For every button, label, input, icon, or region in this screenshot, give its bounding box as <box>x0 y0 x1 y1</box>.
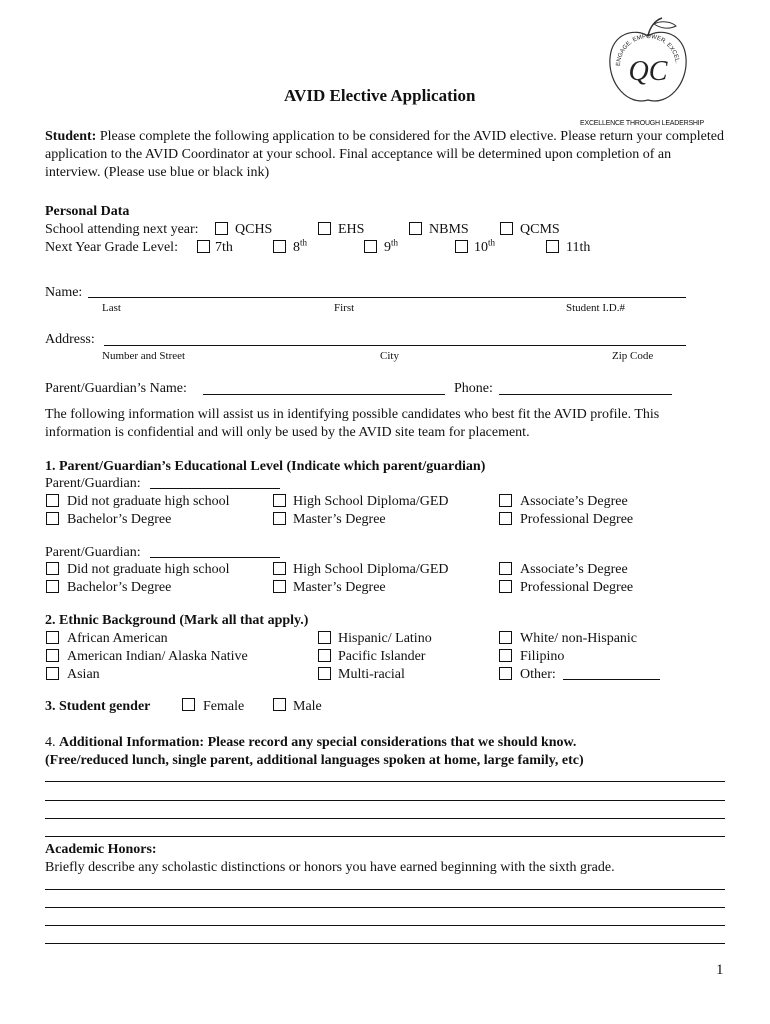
intro-text: Please complete the following application to be considered for the AVID elective. Please return your completed application to the AVID Coordinator at your school. Final acceptance will be determined upon completion of an interview. (Please use blue or black ink) <box>45 129 724 180</box>
address-label: Address: <box>45 332 95 347</box>
q1-option-label: Did not graduate high school <box>67 562 230 577</box>
checkbox-grade-9[interactable] <box>364 240 377 253</box>
q2-option-label: White/ non-Hispanic <box>520 631 638 646</box>
school-option-label: NBMS <box>429 222 469 237</box>
grade-option-label: 11th <box>566 240 591 255</box>
q1-option-label: Did not graduate high school <box>67 494 230 509</box>
honors-text: Briefly describe any scholastic distinctions or honors you have earned beginning with the sixth grade. <box>45 860 615 875</box>
q2-option-label: Filipino <box>520 649 565 664</box>
logo-ring-text: ENGAGE. EMPOWER. EXCEL. <box>615 33 680 67</box>
checkbox-q1a-professional[interactable] <box>499 512 512 525</box>
q2-option-label: Multi-racial <box>338 667 405 682</box>
checkbox-ethnic-pacific-islander[interactable] <box>318 649 331 662</box>
q1-heading: 1. Parent/Guardian’s Educational Level (Indicate which parent/guardian) <box>45 459 486 474</box>
address-sub-street: Number and Street <box>102 350 186 362</box>
checkbox-ethnic-american-indian[interactable] <box>46 649 59 662</box>
checkbox-school-ehs[interactable] <box>318 222 331 235</box>
checkbox-q1b-associates[interactable] <box>499 562 512 575</box>
honors-answer-line[interactable] <box>45 889 725 890</box>
checkbox-q1b-bachelors[interactable] <box>46 580 59 593</box>
ethnic-other-input[interactable] <box>563 679 660 680</box>
q1-guardian-label-2: Parent/Guardian: <box>45 545 141 560</box>
phone-input[interactable] <box>499 394 672 395</box>
grade-option-label: 9th <box>384 237 399 255</box>
honors-answer-line[interactable] <box>45 943 725 944</box>
q1-option-label: Master’s Degree <box>293 512 386 527</box>
q4-answer-line[interactable] <box>45 818 725 819</box>
checkbox-ethnic-hispanic[interactable] <box>318 631 331 644</box>
checkbox-grade-11[interactable] <box>546 240 559 253</box>
checkbox-grade-8[interactable] <box>273 240 286 253</box>
school-label: School attending next year: <box>45 222 199 237</box>
checkbox-gender-male[interactable] <box>273 698 286 711</box>
q2-option-label: Pacific Islander <box>338 649 426 664</box>
guardian-name-input[interactable] <box>203 394 445 395</box>
page-number: 1 <box>716 962 724 978</box>
checkbox-q1a-no-diploma[interactable] <box>46 494 59 507</box>
logo-tagline: EXCELLENCE THROUGH LEADERSHIP <box>580 120 704 127</box>
q3-option-label: Male <box>293 699 322 714</box>
name-label: Name: <box>45 285 83 300</box>
q2-option-label: Other: <box>520 667 556 682</box>
q1-option-label: Bachelor’s Degree <box>67 512 172 527</box>
personal-heading: Personal Data <box>45 204 130 219</box>
q4-heading: 4. Additional Information: Please record any special considerations that we should know. <box>45 735 577 750</box>
honors-answer-line[interactable] <box>45 925 725 926</box>
info-paragraph: The following information will assist us in identifying possible candidates who best fit the AVID profile. This information is confidential and will only be used by the AVID site team for placement. <box>45 407 660 440</box>
q1-guardian-label-1: Parent/Guardian: <box>45 476 141 491</box>
q4-subheading: (Free/reduced lunch, single parent, additional languages spoken at home, large family, etc) <box>45 753 584 768</box>
checkbox-q1b-professional[interactable] <box>499 580 512 593</box>
q1-guardian-input-2[interactable] <box>150 557 280 558</box>
phone-label: Phone: <box>454 381 493 396</box>
checkbox-school-nbms[interactable] <box>409 222 422 235</box>
grade-option-label: 10th <box>474 237 496 255</box>
checkbox-ethnic-other[interactable] <box>499 667 512 680</box>
address-sub-zip: Zip Code <box>612 350 654 362</box>
checkbox-q1a-masters[interactable] <box>273 512 286 525</box>
q1-option-label: High School Diploma/GED <box>293 562 449 577</box>
address-sub-city: City <box>380 350 399 362</box>
checkbox-ethnic-african-american[interactable] <box>46 631 59 644</box>
checkbox-q1a-high-school[interactable] <box>273 494 286 507</box>
checkbox-q1a-bachelors[interactable] <box>46 512 59 525</box>
checkbox-q1b-high-school[interactable] <box>273 562 286 575</box>
checkbox-ethnic-asian[interactable] <box>46 667 59 680</box>
name-input[interactable] <box>88 297 686 298</box>
grade-label: Next Year Grade Level: <box>45 240 178 255</box>
grade-option-label: 7th <box>215 240 233 255</box>
apple-logo-icon <box>598 14 698 114</box>
checkbox-school-qcms[interactable] <box>500 222 513 235</box>
school-option-label: EHS <box>338 222 365 237</box>
q1-option-label: Professional Degree <box>520 512 634 527</box>
name-sub-first: First <box>334 302 355 314</box>
school-option-label: QCMS <box>520 222 560 237</box>
q1-option-label: Bachelor’s Degree <box>67 580 172 595</box>
q1-option-label: Professional Degree <box>520 580 634 595</box>
q4-answer-line[interactable] <box>45 836 725 837</box>
checkbox-q1b-masters[interactable] <box>273 580 286 593</box>
intro-label: Student: <box>45 129 97 144</box>
q1-option-label: High School Diploma/GED <box>293 494 449 509</box>
school-logo <box>598 14 698 114</box>
guardian-name-label: Parent/Guardian’s Name: <box>45 381 187 396</box>
intro-paragraph <box>45 128 725 182</box>
q3-option-label: Female <box>203 699 245 714</box>
logo-monogram: QC <box>628 56 668 87</box>
checkbox-ethnic-multi-racial[interactable] <box>318 667 331 680</box>
q1-guardian-input-1[interactable] <box>150 488 280 489</box>
checkbox-q1b-no-diploma[interactable] <box>46 562 59 575</box>
checkbox-school-qchs[interactable] <box>215 222 228 235</box>
honors-answer-line[interactable] <box>45 907 725 908</box>
q1-option-label: Associate’s Degree <box>520 494 628 509</box>
checkbox-ethnic-white[interactable] <box>499 631 512 644</box>
q2-heading: 2. Ethnic Background (Mark all that apply.) <box>45 613 309 628</box>
grade-option-label: 8th <box>293 237 308 255</box>
q2-option-label: Asian <box>67 667 100 682</box>
checkbox-q1a-associates[interactable] <box>499 494 512 507</box>
q3-heading: 3. Student gender <box>45 699 151 714</box>
checkbox-ethnic-filipino[interactable] <box>499 649 512 662</box>
checkbox-grade-7[interactable] <box>197 240 210 253</box>
q1-option-label: Associate’s Degree <box>520 562 628 577</box>
checkbox-grade-10[interactable] <box>455 240 468 253</box>
q2-option-label: Hispanic/ Latino <box>338 631 432 646</box>
address-input[interactable] <box>104 345 686 346</box>
checkbox-gender-female[interactable] <box>182 698 195 711</box>
q1-option-label: Master’s Degree <box>293 580 386 595</box>
name-sub-last: Last <box>102 302 121 314</box>
q4-answer-line[interactable] <box>45 781 725 782</box>
q2-option-label: African American <box>67 631 168 646</box>
honors-heading: Academic Honors: <box>45 842 157 857</box>
name-sub-id: Student I.D.# <box>566 302 625 314</box>
q4-answer-line[interactable] <box>45 800 725 801</box>
page-title: AVID Elective Application <box>284 86 476 105</box>
q2-option-label: American Indian/ Alaska Native <box>67 649 248 664</box>
school-option-label: QCHS <box>235 222 273 237</box>
